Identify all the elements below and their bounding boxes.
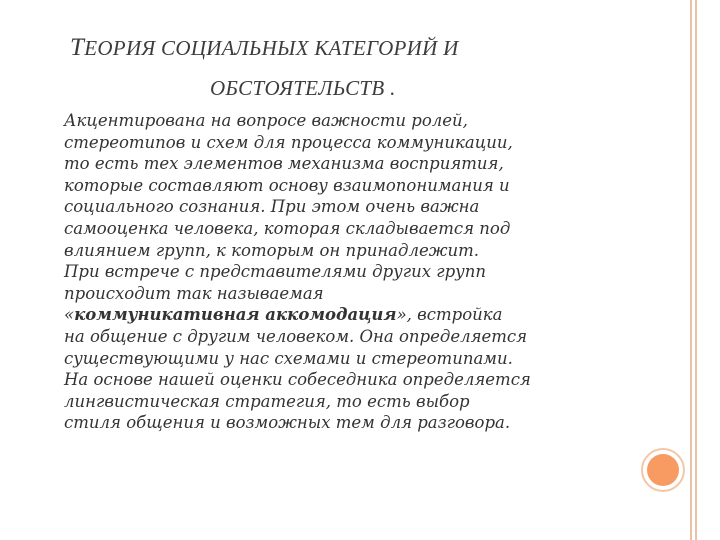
body-line: стереотипов и схем для процесса коммуникации,: [64, 132, 513, 152]
title-first-letter: Т: [70, 34, 85, 61]
body-line: существующими у нас схемами и стереотипами.: [64, 348, 513, 368]
body-paragraph: [64, 110, 624, 434]
title-line-2: ОБСТОЯТЕЛЬСТВ .: [210, 76, 396, 100]
body-line: на общение с другим человеком. Она определяется: [64, 326, 528, 346]
body-line: При встрече с представителями других групп: [64, 262, 486, 282]
slide-right-border: [690, 0, 697, 540]
body-line: лингвистическая стратегия, то есть выбор: [64, 391, 470, 411]
open-quote: «: [64, 305, 75, 325]
body-line: На основе нашей оценки собеседника определяется: [64, 370, 531, 390]
body-line: происходит так называемая: [64, 283, 324, 303]
body-line: влиянием групп, к которым он принадлежит.: [64, 240, 480, 260]
title-line-1: [70, 28, 650, 68]
body-line: Акцентирована на вопросе важности ролей,: [64, 111, 468, 130]
body-line: то есть тех элементов механизма восприятия,: [64, 154, 504, 174]
slide-title: [70, 28, 650, 108]
body-line-with-term: [64, 304, 624, 326]
body-line: стиля общения и возможных тем для разговора.: [64, 413, 511, 433]
body-line: социального сознания. При этом очень важна: [64, 197, 480, 217]
body-line-rest: », встройка: [396, 305, 503, 325]
body-line: которые составляют основу взаимопонимания и: [64, 175, 510, 195]
body-line: самооценка человека, которая складывается под: [64, 218, 511, 238]
title-line-1-rest: ЕОРИЯ СОЦИАЛЬНЫХ КАТЕГОРИЙ И: [84, 36, 459, 60]
decorative-circle-fill: [647, 454, 679, 486]
decorative-circle-icon: [641, 448, 685, 492]
key-term: коммуникативная аккомодация: [74, 305, 397, 325]
